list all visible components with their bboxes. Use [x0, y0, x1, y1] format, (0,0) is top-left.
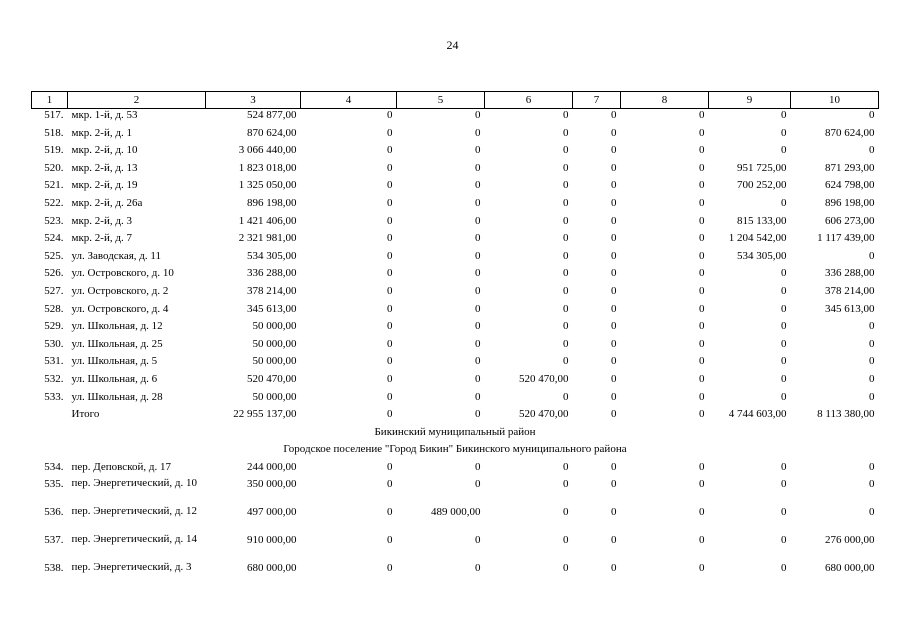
- value-cell: 0: [699, 372, 705, 385]
- value-cell: 0: [611, 562, 617, 575]
- value-cell: 0: [611, 460, 617, 473]
- value-cell: 244 000,00: [247, 460, 297, 473]
- value-cell: 0: [563, 267, 569, 280]
- value-cell: 336 288,00: [825, 267, 875, 280]
- value-cell: 0: [563, 196, 569, 209]
- column-header-9: 9: [709, 92, 791, 109]
- value-cell: 815 133,00: [737, 214, 787, 227]
- value-cell: 700 252,00: [737, 179, 787, 192]
- section-district-label: Бикинский муниципальный район: [374, 425, 536, 438]
- row-number: 522.: [44, 196, 64, 209]
- value-cell: 0: [781, 506, 787, 519]
- section-district: [32, 426, 879, 444]
- table-row: [32, 355, 879, 373]
- value-cell: 0: [699, 214, 705, 227]
- value-cell: 0: [387, 144, 393, 157]
- value-cell: 0: [781, 337, 787, 350]
- table-row: [32, 461, 879, 479]
- value-cell: 0: [699, 179, 705, 192]
- value-cell: 0: [611, 320, 617, 333]
- value-cell: 0: [611, 179, 617, 192]
- value-cell: 0: [475, 161, 481, 174]
- value-cell: 951 725,00: [737, 161, 787, 174]
- value-cell: 0: [475, 355, 481, 368]
- address-cell: пер. Энергетический, д. 12: [71, 505, 198, 518]
- row-number: 534.: [44, 460, 64, 473]
- column-header-7: 7: [573, 92, 621, 109]
- value-cell: 0: [475, 390, 481, 403]
- column-header-1: 1: [32, 92, 68, 109]
- value-cell: 0: [387, 196, 393, 209]
- value-cell: 0: [563, 320, 569, 333]
- value-cell: 0: [611, 506, 617, 519]
- value-cell: 50 000,00: [252, 320, 297, 333]
- value-cell: 2 321 981,00: [238, 232, 297, 245]
- value-cell: 870 624,00: [247, 126, 297, 139]
- value-cell: 0: [611, 284, 617, 297]
- row-number: 525.: [44, 249, 64, 262]
- table-row: [32, 267, 879, 285]
- table-row: [32, 285, 879, 303]
- value-cell: 0: [699, 249, 705, 262]
- value-cell: 0: [699, 284, 705, 297]
- value-cell: 0: [563, 355, 569, 368]
- address-cell: мкр. 2-й, д. 7: [71, 232, 132, 245]
- value-cell: 0: [699, 337, 705, 350]
- value-cell: 0: [611, 232, 617, 245]
- address-cell: ул. Островского, д. 2: [71, 284, 169, 297]
- value-cell: 0: [387, 534, 393, 547]
- value-cell: 910 000,00: [247, 534, 297, 547]
- address-cell: ул. Островского, д. 4: [71, 302, 169, 315]
- address-cell: мкр. 2-й, д. 19: [71, 179, 138, 192]
- column-header-4: 4: [301, 92, 397, 109]
- value-cell: 0: [781, 534, 787, 547]
- value-cell: 1 325 050,00: [238, 179, 297, 192]
- value-cell: 0: [475, 284, 481, 297]
- value-cell: 0: [781, 144, 787, 157]
- value-cell: 0: [563, 534, 569, 547]
- value-cell: 0: [781, 109, 787, 121]
- value-cell: 1 823 018,00: [238, 161, 297, 174]
- value-cell: 0: [781, 267, 787, 280]
- value-cell: 0: [781, 126, 787, 139]
- address-cell: мкр. 1-й, д. 53: [71, 109, 138, 121]
- header-row: [32, 92, 879, 109]
- value-cell: 534 305,00: [247, 249, 297, 262]
- value-cell: 624 798,00: [825, 179, 875, 192]
- value-cell: 0: [699, 506, 705, 519]
- value-cell: 0: [475, 249, 481, 262]
- address-cell: пер. Энергетический, д. 3: [71, 561, 192, 574]
- value-cell: 1 421 406,00: [238, 214, 297, 227]
- value-cell: 0: [475, 534, 481, 547]
- column-header-3: 3: [206, 92, 301, 109]
- value-cell: 0: [387, 179, 393, 192]
- value-cell: 0: [699, 460, 705, 473]
- value-cell: 345 613,00: [825, 302, 875, 315]
- value-cell: 0: [563, 390, 569, 403]
- value-cell: 0: [387, 126, 393, 139]
- value-cell: 0: [475, 320, 481, 333]
- value-cell: 0: [475, 372, 481, 385]
- value-cell: 0: [869, 144, 875, 157]
- value-cell: 0: [699, 478, 705, 491]
- value-cell: 524 877,00: [247, 109, 297, 121]
- value-cell: 0: [611, 126, 617, 139]
- value-cell: 0: [563, 337, 569, 350]
- value-cell: 0: [611, 161, 617, 174]
- table-row: [32, 320, 879, 338]
- table-row: [32, 215, 879, 233]
- value-cell: 606 273,00: [825, 214, 875, 227]
- value-cell: 0: [699, 534, 705, 547]
- value-cell: 378 214,00: [247, 284, 297, 297]
- value-cell: 0: [563, 562, 569, 575]
- value-cell: 50 000,00: [252, 337, 297, 350]
- row-number: 524.: [44, 232, 64, 245]
- value-cell: 378 214,00: [825, 284, 875, 297]
- value-cell: 3 066 440,00: [238, 144, 297, 157]
- value-cell: 336 288,00: [247, 267, 297, 280]
- row-number: 533.: [44, 390, 64, 403]
- value-cell: 276 000,00: [825, 534, 875, 547]
- value-cell: 0: [611, 196, 617, 209]
- column-header-5: 5: [397, 92, 485, 109]
- value-cell: 350 000,00: [247, 478, 297, 491]
- value-cell: 0: [475, 196, 481, 209]
- value-cell: 0: [611, 355, 617, 368]
- table-row: [32, 144, 879, 162]
- row-number: 517.: [44, 109, 64, 121]
- value-cell: 50 000,00: [252, 390, 297, 403]
- row-number: 520.: [44, 161, 64, 174]
- value-cell: 0: [563, 126, 569, 139]
- value-cell: 0: [387, 390, 393, 403]
- value-cell: 0: [781, 355, 787, 368]
- column-header-10: 10: [791, 92, 879, 109]
- value-cell: 0: [563, 161, 569, 174]
- value-cell: 0: [387, 408, 393, 421]
- value-cell: 0: [475, 109, 481, 121]
- value-cell: 0: [699, 320, 705, 333]
- value-cell: 0: [699, 408, 705, 421]
- value-cell: 0: [475, 232, 481, 245]
- address-cell: ул. Школьная, д. 5: [71, 355, 158, 368]
- address-cell: Итого: [71, 408, 100, 421]
- value-cell: 0: [869, 478, 875, 491]
- value-cell: 0: [781, 478, 787, 491]
- value-cell: 0: [387, 302, 393, 315]
- value-cell: 520 470,00: [519, 408, 569, 421]
- value-cell: 0: [475, 408, 481, 421]
- value-cell: 0: [387, 232, 393, 245]
- table-row: [32, 506, 879, 534]
- value-cell: 0: [387, 214, 393, 227]
- value-cell: 0: [563, 109, 569, 121]
- value-cell: 0: [611, 214, 617, 227]
- row-number: 521.: [44, 179, 64, 192]
- address-cell: ул. Островского, д. 10: [71, 267, 174, 280]
- value-cell: 0: [781, 372, 787, 385]
- value-cell: 0: [699, 144, 705, 157]
- section-settlement-label: Городское поселение "Город Бикин" Бикинского муниципального района: [283, 443, 627, 456]
- value-cell: 0: [563, 214, 569, 227]
- value-cell: 0: [387, 355, 393, 368]
- value-cell: 0: [563, 249, 569, 262]
- row-number: 535.: [44, 478, 64, 491]
- table-row: [32, 109, 879, 127]
- value-cell: 0: [475, 126, 481, 139]
- value-cell: 0: [611, 337, 617, 350]
- value-cell: 870 624,00: [825, 126, 875, 139]
- value-cell: 50 000,00: [252, 355, 297, 368]
- address-cell: мкр. 2-й, д. 26а: [71, 196, 143, 209]
- value-cell: 0: [869, 337, 875, 350]
- address-cell: ул. Школьная, д. 25: [71, 337, 163, 350]
- table-row: [32, 478, 879, 506]
- table-row: [32, 179, 879, 197]
- table-body: [32, 109, 879, 591]
- value-cell: 0: [611, 302, 617, 315]
- row-number: 530.: [44, 337, 64, 350]
- address-cell: ул. Школьная, д. 28: [71, 390, 163, 403]
- value-cell: 0: [869, 320, 875, 333]
- value-cell: 0: [387, 478, 393, 491]
- value-cell: 0: [563, 460, 569, 473]
- value-cell: 0: [699, 109, 705, 121]
- value-cell: 0: [699, 126, 705, 139]
- row-number: 518.: [44, 126, 64, 139]
- value-cell: 0: [781, 460, 787, 473]
- value-cell: 0: [563, 478, 569, 491]
- value-cell: 0: [563, 144, 569, 157]
- value-cell: 0: [611, 372, 617, 385]
- value-cell: 0: [387, 337, 393, 350]
- value-cell: 0: [475, 214, 481, 227]
- table-row: [32, 250, 879, 268]
- column-header-2: 2: [68, 92, 206, 109]
- total-row: [32, 408, 879, 426]
- table-header: [32, 92, 879, 109]
- value-cell: 680 000,00: [247, 562, 297, 575]
- budget-table: [31, 91, 879, 590]
- value-cell: 0: [781, 320, 787, 333]
- value-cell: 497 000,00: [247, 506, 297, 519]
- value-cell: 520 470,00: [519, 372, 569, 385]
- value-cell: 4 744 603,00: [728, 408, 787, 421]
- value-cell: 1 117 439,00: [817, 232, 875, 245]
- row-number: 538.: [44, 562, 64, 575]
- value-cell: 0: [781, 562, 787, 575]
- address-cell: ул. Школьная, д. 6: [71, 372, 158, 385]
- value-cell: 0: [699, 196, 705, 209]
- value-cell: 0: [475, 478, 481, 491]
- address-cell: пер. Энергетический, д. 10: [71, 477, 198, 490]
- page-number: 24: [446, 38, 459, 52]
- value-cell: 0: [699, 390, 705, 403]
- value-cell: 0: [611, 534, 617, 547]
- value-cell: 680 000,00: [825, 562, 875, 575]
- value-cell: 0: [611, 144, 617, 157]
- value-cell: 0: [475, 144, 481, 157]
- value-cell: 0: [563, 506, 569, 519]
- row-number: [32, 408, 68, 426]
- address-cell: мкр. 2-й, д. 10: [71, 144, 138, 157]
- value-cell: 0: [387, 267, 393, 280]
- table-row: [32, 562, 879, 590]
- value-cell: 0: [699, 562, 705, 575]
- row-number: 537.: [44, 534, 64, 547]
- address-cell: мкр. 2-й, д. 13: [71, 161, 138, 174]
- column-header-8: 8: [621, 92, 709, 109]
- address-cell: ул. Школьная, д. 12: [71, 320, 163, 333]
- row-number: 527.: [44, 284, 64, 297]
- value-cell: 0: [699, 161, 705, 174]
- row-number: 519.: [44, 144, 64, 157]
- row-number: 536.: [44, 506, 64, 519]
- value-cell: 0: [781, 196, 787, 209]
- value-cell: 0: [699, 267, 705, 280]
- row-number: 526.: [44, 267, 64, 280]
- value-cell: 0: [563, 179, 569, 192]
- value-cell: 0: [611, 249, 617, 262]
- table-row: [32, 373, 879, 391]
- row-number: 523.: [44, 214, 64, 227]
- value-cell: 0: [869, 460, 875, 473]
- table-row: [32, 162, 879, 180]
- value-cell: 0: [869, 355, 875, 368]
- table-row: [32, 338, 879, 356]
- value-cell: 489 000,00: [431, 506, 481, 519]
- address-cell: ул. Заводская, д. 11: [71, 249, 161, 262]
- value-cell: 8 113 380,00: [817, 408, 875, 421]
- value-cell: 896 198,00: [247, 196, 297, 209]
- value-cell: 345 613,00: [247, 302, 297, 315]
- value-cell: 0: [699, 302, 705, 315]
- value-cell: 0: [869, 249, 875, 262]
- row-number: 529.: [44, 320, 64, 333]
- value-cell: 0: [387, 161, 393, 174]
- value-cell: 0: [387, 460, 393, 473]
- value-cell: 534 305,00: [737, 249, 787, 262]
- value-cell: 0: [611, 390, 617, 403]
- value-cell: 0: [611, 267, 617, 280]
- table-row: [32, 534, 879, 562]
- section-settlement: [32, 443, 879, 461]
- value-cell: 0: [611, 109, 617, 121]
- row-number: 531.: [44, 355, 64, 368]
- row-number: 528.: [44, 302, 64, 315]
- value-cell: 0: [387, 372, 393, 385]
- value-cell: 0: [475, 267, 481, 280]
- value-cell: 22 955 137,00: [233, 408, 297, 421]
- value-cell: 0: [869, 109, 875, 121]
- value-cell: 0: [781, 390, 787, 403]
- row-number: 532.: [44, 372, 64, 385]
- value-cell: 0: [475, 460, 481, 473]
- value-cell: 0: [475, 302, 481, 315]
- value-cell: 0: [611, 408, 617, 421]
- value-cell: 0: [387, 109, 393, 121]
- value-cell: 0: [387, 320, 393, 333]
- value-cell: 0: [387, 506, 393, 519]
- value-cell: 0: [699, 355, 705, 368]
- value-cell: 0: [781, 284, 787, 297]
- value-cell: 0: [387, 284, 393, 297]
- value-cell: 0: [563, 284, 569, 297]
- value-cell: 0: [869, 506, 875, 519]
- table-row: [32, 391, 879, 409]
- value-cell: 896 198,00: [825, 196, 875, 209]
- value-cell: 0: [475, 337, 481, 350]
- value-cell: 0: [869, 390, 875, 403]
- value-cell: 0: [699, 232, 705, 245]
- value-cell: 871 293,00: [825, 161, 875, 174]
- value-cell: 0: [475, 179, 481, 192]
- address-cell: пер. Энергетический, д. 14: [71, 533, 198, 546]
- value-cell: 0: [611, 478, 617, 491]
- address-cell: мкр. 2-й, д. 1: [71, 126, 132, 139]
- value-cell: 0: [869, 372, 875, 385]
- value-cell: 1 204 542,00: [728, 232, 787, 245]
- column-header-6: 6: [485, 92, 573, 109]
- value-cell: 520 470,00: [247, 372, 297, 385]
- table-row: [32, 303, 879, 321]
- value-cell: 0: [387, 562, 393, 575]
- address-cell: мкр. 2-й, д. 3: [71, 214, 132, 227]
- value-cell: 0: [563, 302, 569, 315]
- value-cell: 0: [563, 232, 569, 245]
- table-row: [32, 127, 879, 145]
- value-cell: 0: [387, 249, 393, 262]
- table-row: [32, 232, 879, 250]
- table-row: [32, 197, 879, 215]
- value-cell: 0: [475, 562, 481, 575]
- value-cell: 0: [781, 302, 787, 315]
- address-cell: пер. Деповской, д. 17: [71, 460, 171, 473]
